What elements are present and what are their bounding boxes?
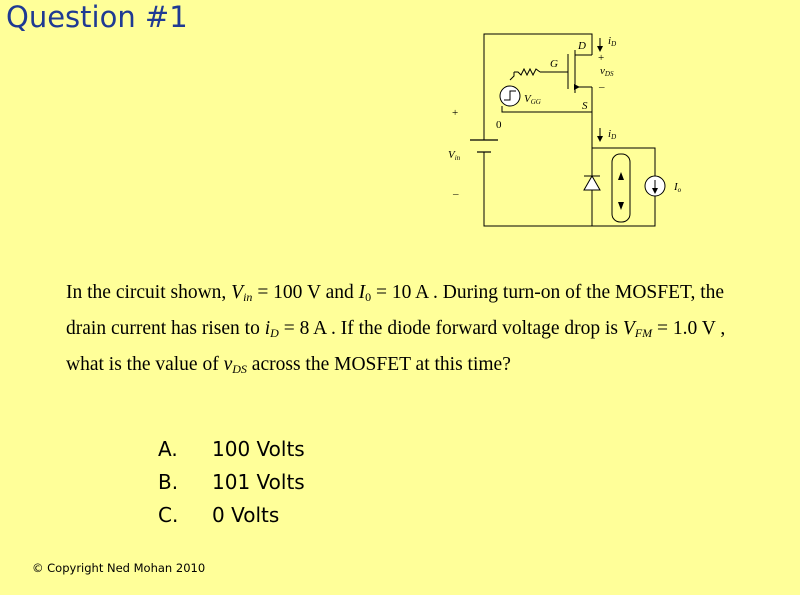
loop-arrow-down	[618, 202, 624, 210]
current-loop	[612, 154, 630, 222]
question-part: In the circuit shown,	[66, 282, 232, 303]
question-part: across the MOSFET at this time?	[246, 354, 511, 375]
var-id: i	[264, 318, 271, 339]
copyright-footer: © Copyright Ned Mohan 2010	[32, 561, 206, 575]
var-vfm: V	[622, 318, 635, 339]
id-bottom-label: iD	[608, 128, 617, 141]
var-io: I	[358, 282, 366, 303]
var-vfm-sub: FM	[634, 326, 653, 340]
value-vin: = 100 V	[252, 282, 321, 303]
question-part: and	[320, 282, 359, 303]
choice-letter: B.	[158, 469, 179, 494]
circuit-wires	[484, 34, 655, 226]
var-id-sub: D	[270, 326, 279, 340]
vin-minus-label: –	[453, 188, 459, 200]
source-label: S	[582, 100, 588, 112]
zero-label: 0	[496, 119, 502, 131]
var-vds: v	[223, 354, 233, 375]
var-vin: V	[231, 282, 244, 303]
answer-choices	[158, 432, 305, 531]
vin-label: Vin	[448, 149, 461, 162]
channel-arrow	[574, 84, 580, 90]
id-bottom-arrow	[597, 136, 603, 142]
value-vfm: = 1.0 V	[652, 318, 716, 339]
question-part: . During turn-on of the MOSFET, the drain current has risen to	[66, 282, 725, 339]
question-part: . If the diode forward voltage drop is	[326, 318, 623, 339]
question-text	[66, 277, 726, 385]
vds-minus-label: –	[599, 81, 605, 93]
io-label: Io	[674, 181, 682, 194]
vgg-label: VGG	[524, 93, 541, 106]
var-io-sub: 0	[365, 290, 372, 304]
choice-text: 101 Volts	[212, 469, 305, 494]
choice-c[interactable]	[158, 498, 305, 531]
loop-arrow-up	[618, 172, 624, 180]
var-vin-sub: in	[243, 290, 253, 304]
choice-text: 0 Volts	[212, 502, 280, 527]
drain-label: D	[578, 40, 586, 52]
choice-letter: C.	[158, 502, 179, 527]
vds-plus-label: +	[598, 52, 605, 64]
choice-b[interactable]	[158, 465, 305, 498]
vin-plus-label: +	[452, 107, 459, 119]
slide-title: Question #1	[6, 0, 188, 34]
id-top-label: iD	[608, 35, 617, 48]
choice-letter: A.	[158, 436, 178, 461]
diode-icon	[584, 176, 600, 190]
choice-text: 100 Volts	[212, 436, 305, 461]
value-io: = 10 A	[371, 282, 429, 303]
question-part: , what is the value of	[66, 318, 726, 375]
value-id: = 8 A	[278, 318, 327, 339]
gate-label: G	[550, 58, 558, 70]
var-vds-sub: DS	[232, 362, 247, 376]
choice-a[interactable]	[158, 432, 305, 465]
circuit-diagram	[440, 24, 690, 234]
vds-label: vDS	[600, 65, 614, 78]
